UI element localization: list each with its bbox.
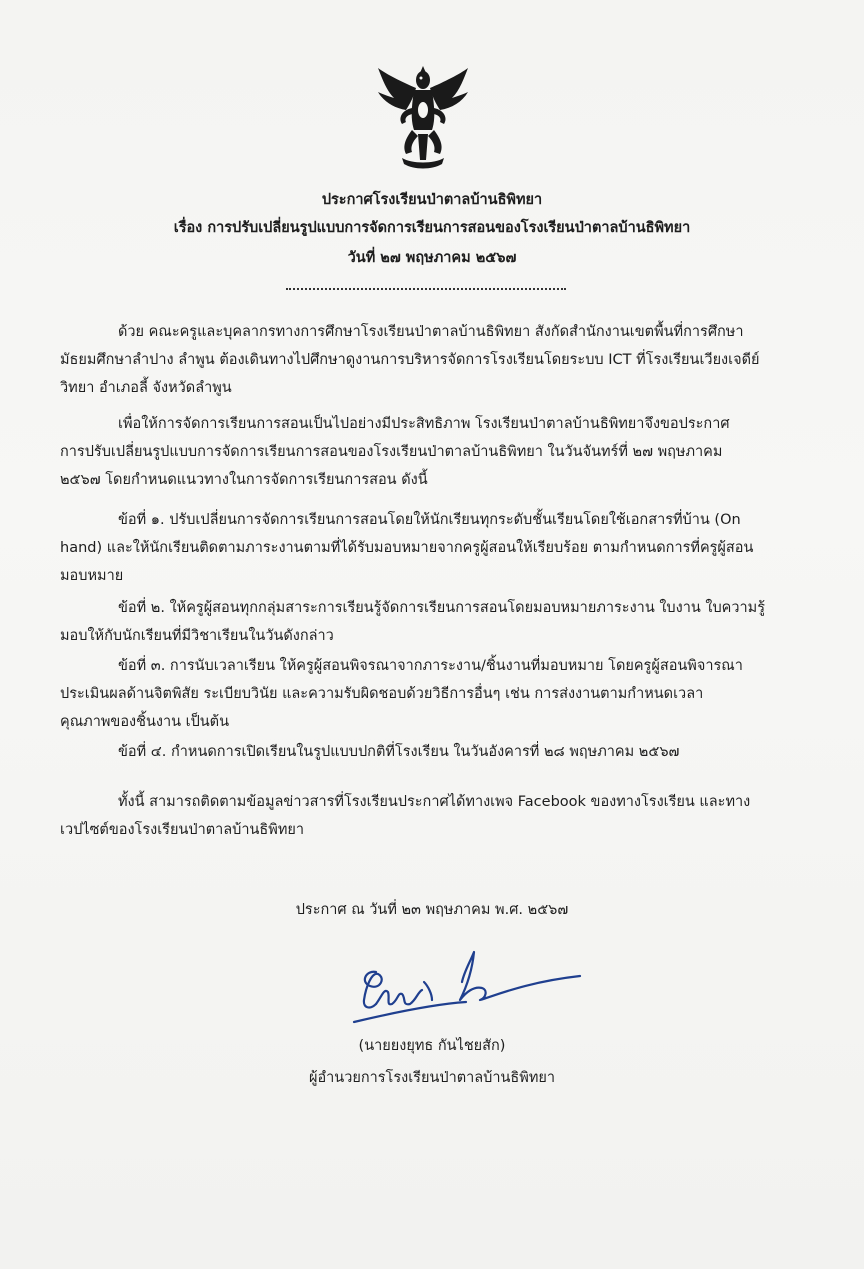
text-line: วิทยา อำเภอลี้ จังหวัดลำพูน [60,380,232,396]
text-line: hand) และให้นักเรียนติดตามภาระงานตามที่ได้รับมอบหมายจากครูผู้สอนให้เรียบร้อย ตามกำหนดการที่ครูผู้สอน [60,540,754,556]
paragraph-item-4 [60,738,800,766]
text-line: ประเมินผลด้านจิตพิสัย ระเบียบวินัย และความรับผิดชอบด้วยวิธีการอื่นๆ เช่น การส่งงานตามกำหนดเวลา [60,686,704,702]
text-line: มัธยมศึกษาลำปาง ลำพูน ต้องเดินทางไปศึกษาดูงานการบริหารจัดการโรงเรียนโดยระบบ ICT ที่โรงเรียนเวียงเจดีย์ [60,352,760,368]
text-line: ข้อที่ ๑. ปรับเปลี่ยนการจัดการเรียนการสอนโดยให้นักเรียนทุกระดับชั้นเรียนโดยใช้เอกสารที่บ้าน (On [118,512,741,528]
handwritten-signature [336,942,586,1028]
paragraph-item-2 [60,594,800,650]
text-line: ข้อที่ ๓. การนับเวลาเรียน ให้ครูผู้สอนพิจรณาจากภาระงาน/ชิ้นงานที่มอบหมาย โดยครูผู้สอนพิจารณา [118,658,743,674]
text-line: ทั้งนี้ สามารถติดตามข้อมูลข่าวสารที่โรงเรียนประกาศได้ทางเพจ Facebook ของทางโรงเรียน และทาง [118,794,751,810]
paragraph-purpose [60,410,800,494]
announcement-subject: เรื่อง การปรับเปลี่ยนรูปแบบการจัดการเรียนการสอนของโรงเรียนป่าตาลบ้านธิพิทยา [173,220,691,236]
announcement-date: วันที่ ๒๗ พฤษภาคม ๒๕๖๗ [347,250,517,266]
paragraph-item-3 [60,652,800,736]
paragraph-item-1 [60,506,800,590]
garuda-emblem-icon [372,64,474,172]
announcement-title: ประกาศโรงเรียนป่าตาลบ้านธิพิทยา [321,192,543,208]
text-line: เพื่อให้การจัดการเรียนการสอนเป็นไปอย่างมีประสิทธิภาพ โรงเรียนป่าตาลบ้านธิพิทยาจึงขอประกาศ [118,416,730,432]
paragraph-closing [60,788,800,844]
text-line: เวปไซต์ของโรงเรียนป่าตาลบ้านธิพิทยา [60,822,305,838]
paragraph-intro [60,318,800,402]
signer-name: (นายยงยุทธ กันไชยสัก) [358,1038,506,1054]
signer-title: ผู้อำนวยการโรงเรียนป่าตาลบ้านธิพิทยา [308,1070,556,1086]
text-line: ด้วย คณะครูและบุคลากรทางการศึกษาโรงเรียนป่าตาลบ้านธิพิทยา สังกัดสำนักงานเขตพื้นที่การศึกษา [118,324,744,340]
text-line: คุณภาพของชิ้นงาน เป็นต้น [60,714,230,730]
dotted-divider [286,288,566,290]
announce-date: ประกาศ ณ วันที่ ๒๓ พฤษภาคม พ.ศ. ๒๕๖๗ [295,902,569,918]
text-line: มอบให้กับนักเรียนที่มีวิชาเรียนในวันดังกล่าว [60,628,334,644]
text-line: ข้อที่ ๒. ให้ครูผู้สอนทุกกลุ่มสาระการเรียนรู้จัดการเรียนการสอนโดยมอบหมายภาระงาน ใบงาน ใบความรู้ [118,600,765,616]
text-line: ๒๕๖๗ โดยกำหนดแนวทางในการจัดการเรียนการสอน ดังนี้ [60,472,428,488]
text-line: มอบหมาย [60,568,124,584]
text-line: ข้อที่ ๔. กำหนดการเปิดเรียนในรูปแบบปกติที่โรงเรียน ในวันอังคารที่ ๒๘ พฤษภาคม ๒๕๖๗ [118,744,680,760]
text-line: การปรับเปลี่ยนรูปแบบการจัดการเรียนการสอนของโรงเรียนป่าตาลบ้านธิพิทยา ในวันจันทร์ที่ ๒๗ พฤษภาคม [60,444,723,460]
